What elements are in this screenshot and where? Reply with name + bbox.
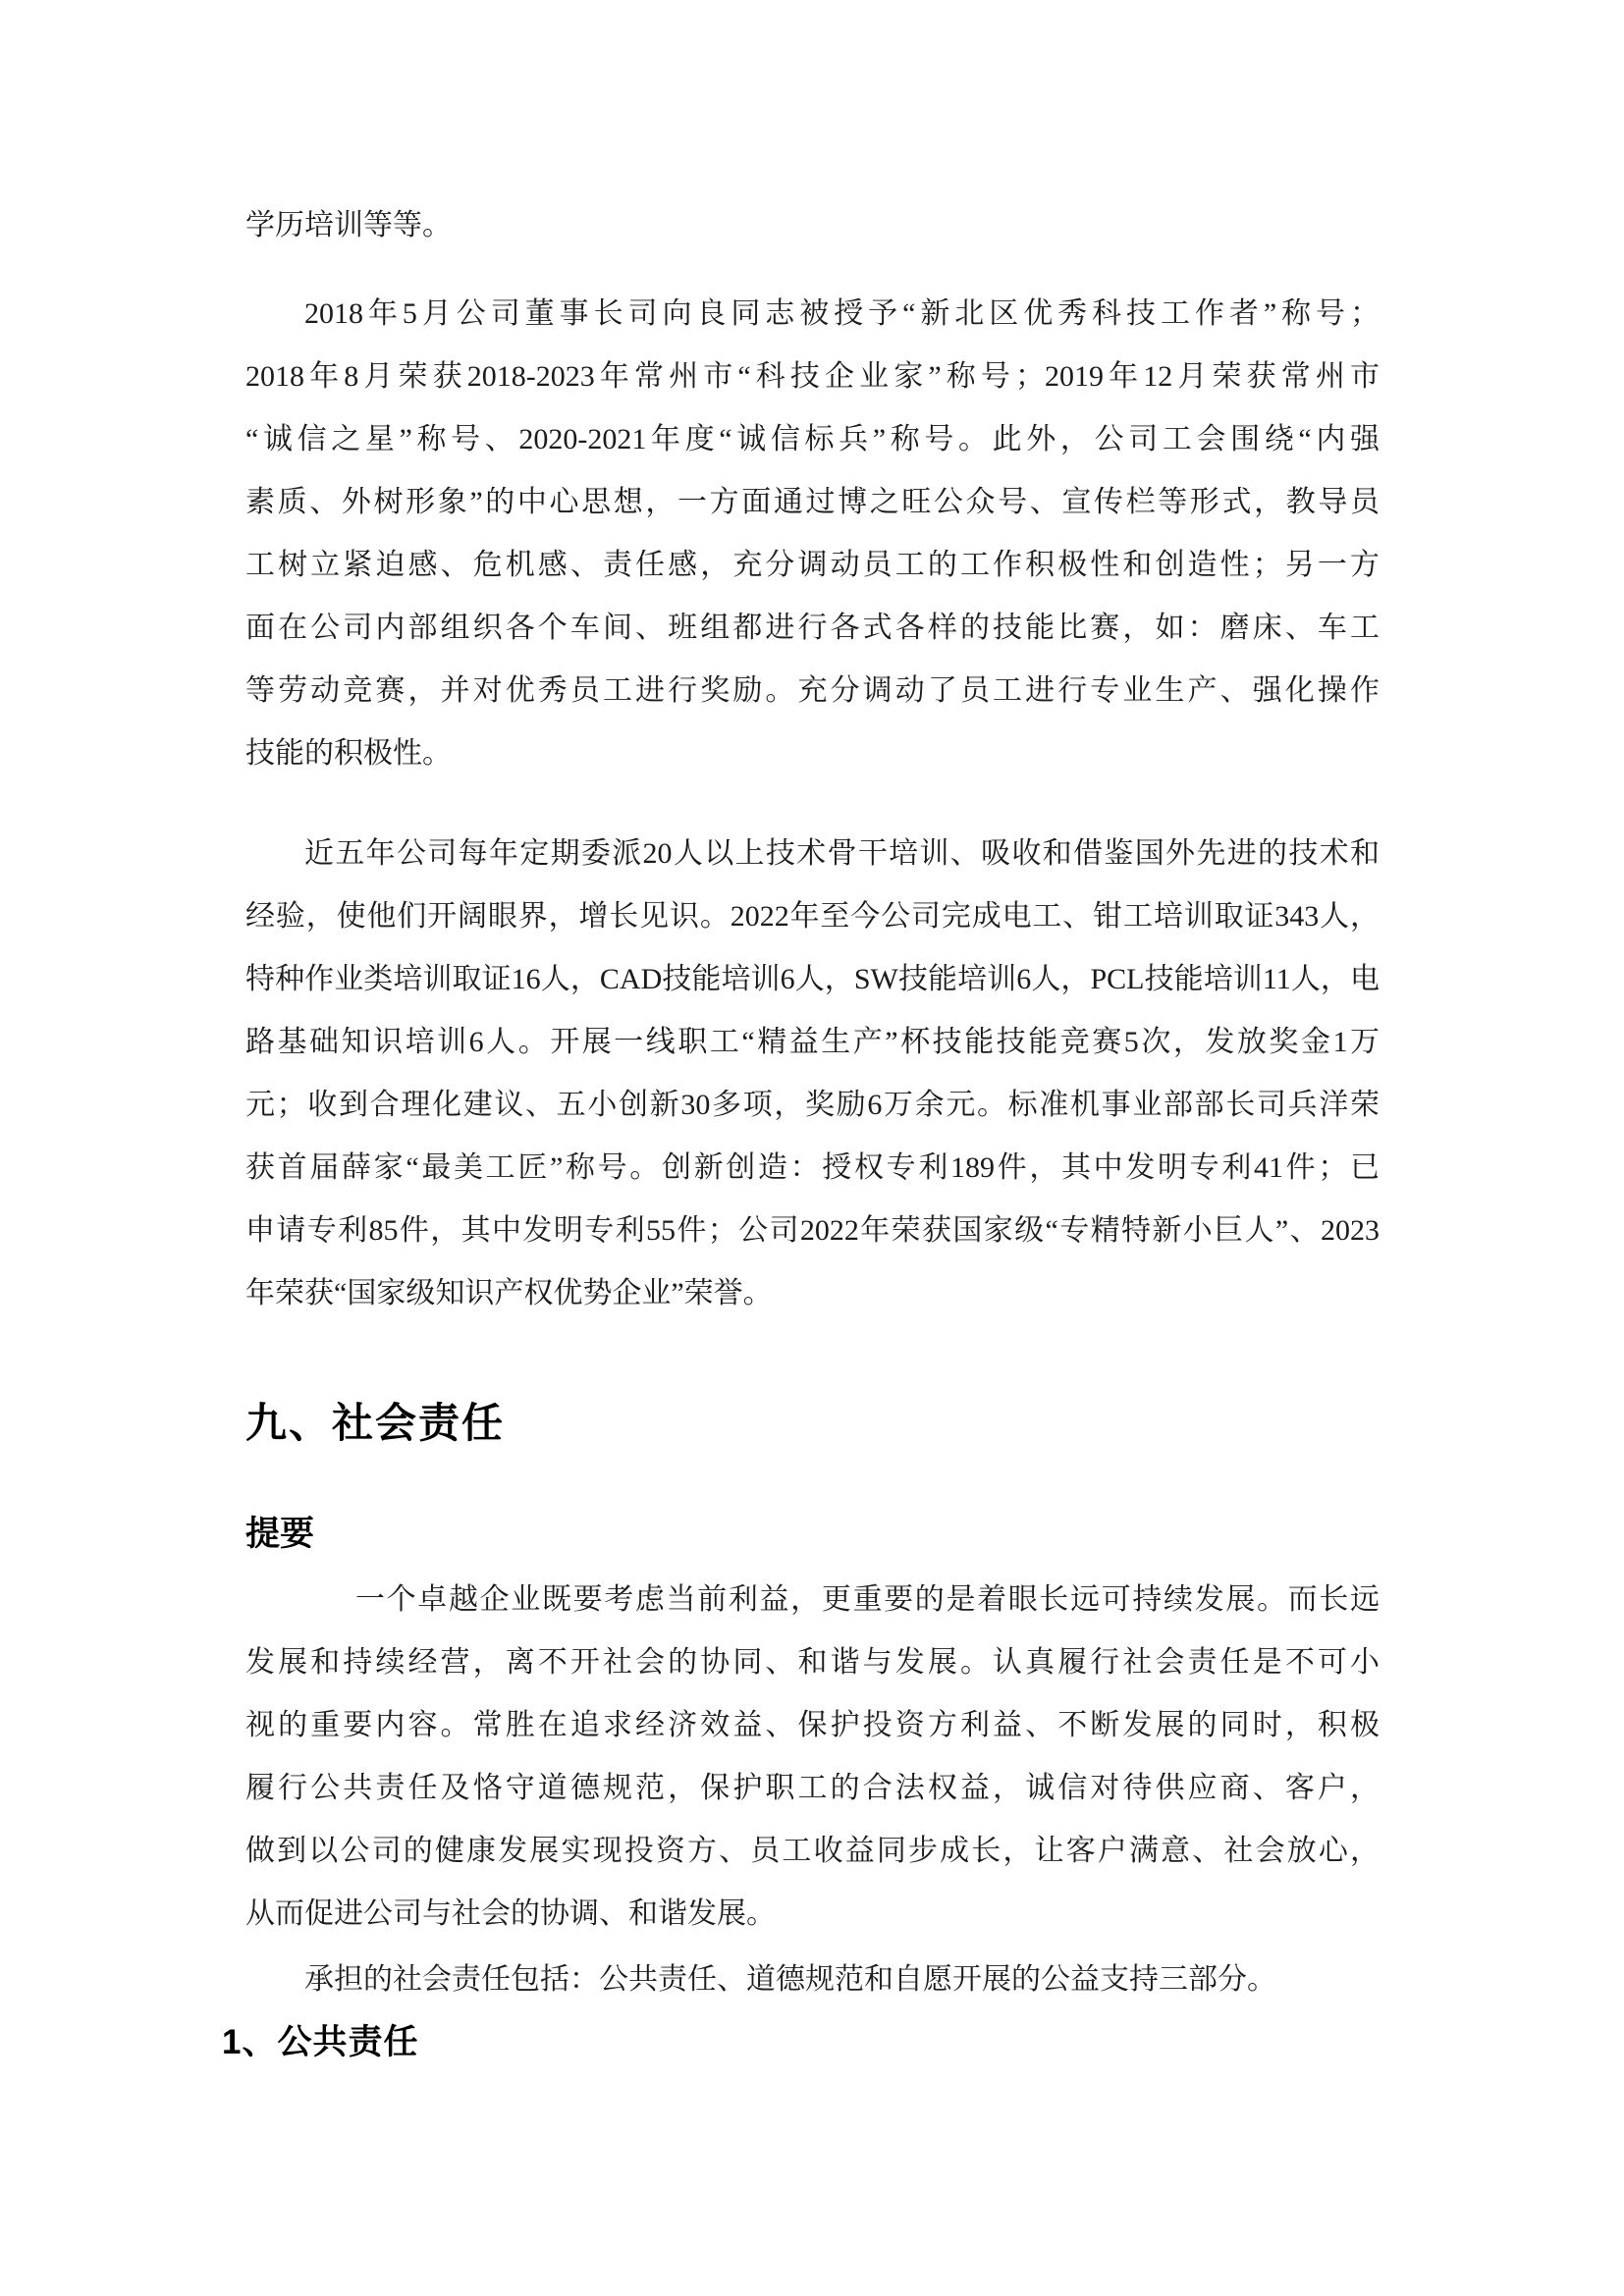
paragraph-line: “诚信之星”称号、2020-2021年度“诚信标兵”称号。此外，公司工会围绕“内强	[245, 423, 1380, 455]
paragraph-line: 等劳动竞赛，并对优秀员工进行奖励。充分调动了员工进行专业生产、强化操作	[245, 674, 1380, 707]
paragraph-line: 工树立紧迫感、危机感、责任感，充分调动员工的工作积极性和创造性；另一方	[245, 549, 1380, 581]
paragraph-line: 特种作业类培训取证16人，CAD技能培训6人，SW技能培训6人，PCL技能培训11人，电	[245, 963, 1380, 995]
paragraph-line: 视的重要内容。常胜在追求经济效益、保护投资方利益、不断发展的同时，积极	[245, 1709, 1380, 1741]
paragraph-responsibility: 承担的社会责任包括：公共责任、道德规范和自愿开展的公益支持三部分。	[304, 1963, 1276, 1996]
paragraph-summary	[245, 1569, 1380, 1946]
paragraph-line: 素质、外树形象”的中心思想，一方面通过博之旺公众号、宣传栏等形式，教导员	[245, 486, 1380, 518]
paragraph-line: 经验，使他们开阔眼界，增长见识。2022年至今公司完成电工、钳工培训取证343人，	[245, 900, 1380, 933]
paragraph-line: 面在公司内部组织各个车间、班组都进行各式各样的技能比赛，如：磨床、车工	[245, 612, 1380, 644]
summary-heading: 提要	[245, 1515, 315, 1553]
paragraph-line: 从而促进公司与社会的协调、和谐发展。	[245, 1897, 776, 1930]
intro-line: 学历培训等等。	[245, 209, 452, 241]
paragraph-line: 获首届薛家“最美工匠”称号。创新创造：授权专利189件，其中发明专利41件；已	[245, 1151, 1380, 1184]
paragraph-line: 2018年8月荣获2018-2023年常州市“科技企业家”称号；2019年12月荣获常州市	[245, 360, 1380, 393]
paragraph-line: 2018年5月公司董事长司向良同志被授予“新北区优秀科技工作者”称号；	[304, 297, 1380, 330]
paragraph-line: 年荣获“国家级知识产权优势企业”荣誉。	[245, 1277, 773, 1309]
paragraph-awards	[245, 283, 1380, 785]
section-heading: 九、社会责任	[245, 1400, 506, 1446]
paragraph-line: 做到以公司的健康发展实现投资方、员工收益同步成长，让客户满意、社会放心，	[245, 1835, 1380, 1867]
paragraph-line: 发展和持续经营，离不开社会的协同、和谐与发展。认真履行社会责任是不可小	[245, 1646, 1380, 1679]
paragraph-line: 路基础知识培训6人。开展一线职工“精益生产”杯技能技能竞赛5次，发放奖金1万	[245, 1026, 1380, 1058]
paragraph-line: 履行公共责任及恪守道德规范，保护职工的合法权益，诚信对待供应商、客户，	[245, 1772, 1380, 1804]
paragraph-line: 元；收到合理化建议、五小创新30多项，奖励6万余元。标准机事业部部长司兵洋荣	[245, 1089, 1380, 1121]
paragraph-line: 一个卓越企业既要考虑当前利益，更重要的是着眼长远可持续发展。而长远	[355, 1583, 1380, 1616]
subsection-heading: 1、公共责任	[222, 2023, 419, 2061]
paragraph-line: 技能的积极性。	[245, 737, 452, 770]
paragraph-training	[245, 823, 1380, 1325]
paragraph-line: 近五年公司每年定期委派20人以上技术骨干培训、吸收和借鉴国外先进的技术和	[304, 837, 1380, 870]
paragraph-line: 申请专利85件，其中发明专利55件；公司2022年荣获国家级“专精特新小巨人”、2023	[245, 1214, 1380, 1247]
